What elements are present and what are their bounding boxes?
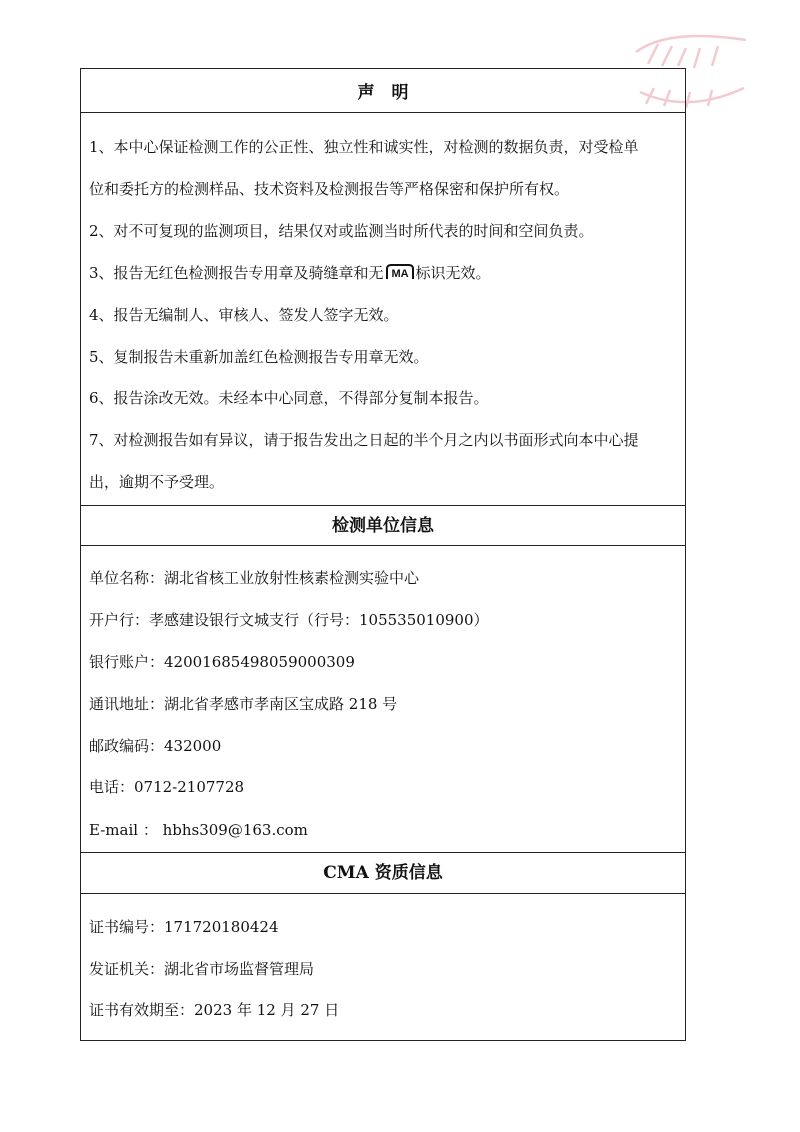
declaration-item-4: 4、报告无编制人、审核人、签发人签字无效。 (89, 306, 399, 324)
divider (81, 852, 685, 853)
divider (81, 545, 685, 546)
unit-phone: 电话：0712-2107728 (89, 778, 245, 796)
declaration-item-7a: 7、对检测报告如有异议，请于报告发出之日起的半个月之内以书面形式向本中心提 (89, 431, 639, 449)
unit-name: 单位名称：湖北省核工业放射性核素检测实验中心 (89, 569, 420, 587)
declaration-item-3 (89, 263, 677, 283)
declaration-item-1a: 1、本中心保证检测工作的公正性、独立性和诚实性，对检测的数据负责，对受检单 (89, 138, 639, 156)
svg-text:MA: MA (390, 268, 409, 280)
declaration-item-2: 2、对不可复现的监测项目，结果仅对或监测当时所代表的时间和空间负责。 (89, 222, 594, 240)
cma-issuer: 发证机关：湖北省市场监督管理局 (89, 960, 315, 978)
declaration-item-1b: 位和委托方的检测样品、技术资料及检测报告等严格保密和保护所有权。 (89, 180, 570, 198)
declaration-item-3-prefix: 3、报告无红色检测报告专用章及骑缝章和无 (89, 264, 384, 282)
divider (81, 505, 685, 506)
declaration-item-7b: 出，逾期不予受理。 (89, 473, 225, 491)
divider (81, 893, 685, 894)
statement-table (80, 68, 686, 1041)
cma-info-title: CMA 资质信息 (323, 863, 443, 883)
unit-account: 银行账户：42001685498059000309 (89, 653, 355, 671)
declaration-title: 声 明 (357, 83, 409, 103)
declaration-item-6: 6、报告涂改无效。未经本中心同意，不得部分复制本报告。 (89, 389, 489, 407)
declaration-item-3-suffix: 标识无效。 (415, 264, 491, 282)
unit-email: E-mail ： hbhs309@163.com (89, 821, 308, 839)
unit-bank: 开户行：孝感建设银行文城支行（行号：105535010900） (89, 611, 489, 629)
cma-valid-until: 证书有效期至：2023 年 12 月 27 日 (89, 1001, 340, 1019)
cma-cert-no: 证书编号：171720180424 (89, 918, 279, 936)
unit-info-title: 检测单位信息 (332, 516, 434, 536)
cma-mark-icon (385, 263, 415, 281)
divider (81, 112, 685, 113)
unit-address: 通讯地址：湖北省孝感市孝南区宝成路 218 号 (89, 695, 398, 713)
unit-postcode: 邮政编码：432000 (89, 737, 222, 755)
declaration-item-5: 5、复制报告未重新加盖红色检测报告专用章无效。 (89, 348, 429, 366)
